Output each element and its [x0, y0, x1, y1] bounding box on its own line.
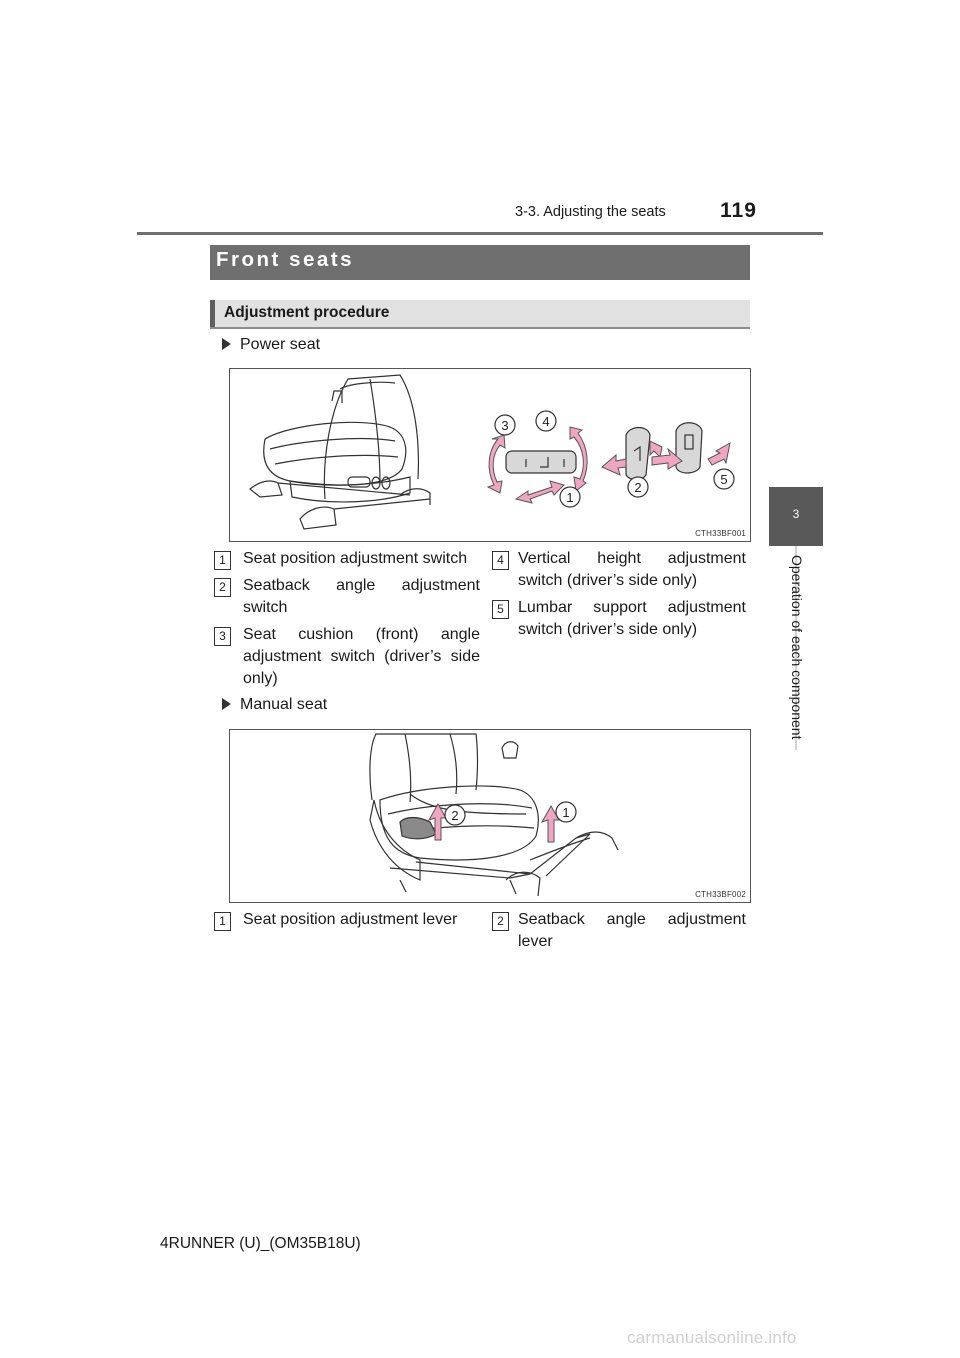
callout-5: 5 — [720, 472, 728, 487]
bullet-arrow-icon — [222, 338, 231, 350]
legend-number: 1 — [214, 912, 231, 931]
legend-text: Lumbar support adjustment switch (driver’s side only) — [518, 599, 746, 638]
subsection-title: Adjustment procedure — [224, 304, 390, 321]
manual-legend-item-2 — [488, 909, 746, 953]
legend-text: Seatback angle adjustment switch — [243, 577, 480, 616]
subsection-rule — [210, 327, 750, 329]
legend-item-1 — [210, 548, 480, 570]
model-code: 4RUNNER (U)_(OM35B18U) — [160, 1235, 361, 1252]
legend-item-3 — [210, 624, 480, 690]
power-seat-heading-text: Power seat — [240, 336, 321, 353]
legend-text: Seat position adjustment switch — [243, 550, 468, 567]
manual-seat-heading — [222, 696, 327, 714]
legend-text: Seatback angle adjustment lever — [518, 911, 746, 950]
manual-seat-heading-text: Manual seat — [240, 696, 328, 713]
legend-item-4 — [488, 548, 746, 592]
section-reference: 3-3. Adjusting the seats — [515, 204, 666, 220]
callout-1: 1 — [566, 490, 574, 505]
legend-text: Seat position adjustment lever — [243, 911, 458, 928]
header-rule — [137, 232, 823, 235]
legend-item-5 — [488, 597, 746, 641]
page-number: 119 — [720, 199, 757, 222]
subsection-accent — [210, 300, 215, 328]
callout-2: 2 — [634, 480, 642, 495]
manual-seat-figure — [229, 729, 751, 903]
power-seat-illustration — [230, 369, 750, 541]
manual-legend-item-1 — [210, 909, 480, 931]
legend-number: 5 — [492, 600, 509, 619]
chapter-number: 3 — [792, 507, 800, 521]
figure-code: CTH33BF001 — [695, 529, 746, 538]
legend-number: 2 — [214, 578, 231, 597]
chapter-title: Operation of each component — [789, 555, 805, 740]
power-seat-figure — [229, 368, 751, 542]
legend-number: 3 — [214, 627, 231, 646]
power-seat-heading — [222, 336, 320, 354]
callout-4: 4 — [542, 414, 550, 429]
legend-text: Vertical height adjustment switch (driver’s side only) — [518, 550, 746, 589]
legend-number: 2 — [492, 912, 509, 931]
legend-number: 1 — [214, 551, 231, 570]
legend-item-2 — [210, 575, 480, 619]
legend-text: Seat cushion (front) angle adjustment switch (driver’s side only) — [243, 626, 480, 687]
legend-number: 4 — [492, 551, 509, 570]
callout-2: 2 — [451, 808, 459, 823]
callout-3: 3 — [501, 418, 509, 433]
callout-1: 1 — [562, 805, 570, 820]
bullet-arrow-icon — [222, 698, 231, 710]
manual-seat-illustration — [230, 730, 750, 902]
watermark: carmanualsonline.info — [627, 1328, 797, 1347]
figure-code: CTH33BF002 — [695, 890, 746, 899]
section-title: Front seats — [216, 248, 354, 271]
